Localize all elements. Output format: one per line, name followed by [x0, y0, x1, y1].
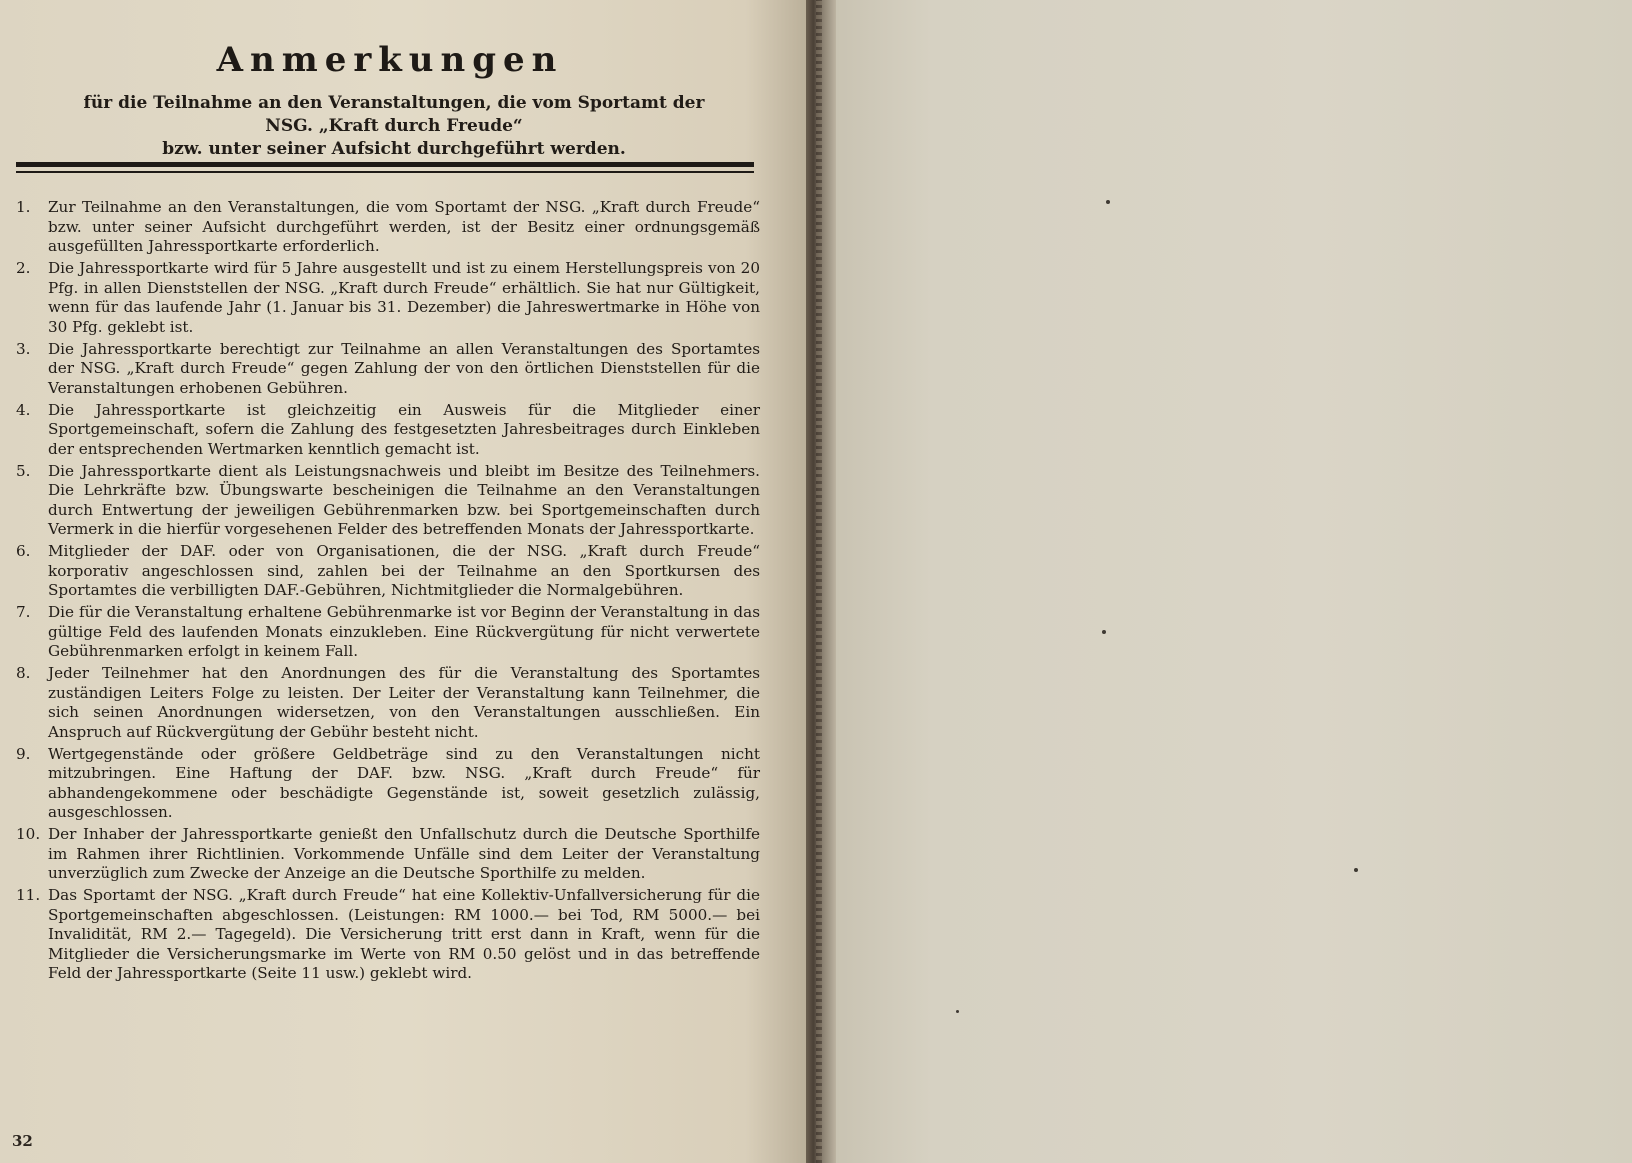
- note-item-8: [16, 664, 760, 742]
- note-item-5: [16, 462, 760, 540]
- note-text: Wertgegenstände oder größere Geldbeträge sind zu den Veranstaltungen nicht mitzubringen. Eine Haftung der DAF. bzw. NSG. „Kraft durch Freude“ für abhandengekommene oder beschädigte Gegenstände ist, soweit gesetzlich zulässig, ausgeschlossen.: [48, 744, 760, 821]
- note-text: Die Jahressportkarte berechtigt zur Teilnahme an allen Veranstaltungen des Sportamtes der NSG. „Kraft durch Freude“ gegen Zahlung der von den örtlichen Dienststellen für die Veranstaltungen erhobenen Gebühren.: [48, 339, 760, 397]
- page-title: Anmerkungen: [216, 40, 564, 80]
- note-item-6: [16, 542, 760, 601]
- note-text: Die Jahressportkarte wird für 5 Jahre ausgestellt und ist zu einem Herstellungspreis von 20 Pfg. in allen Dienststellen der NSG. „Kraft durch Freude“ erhältlich. Sie hat nur Gültigkeit, wenn für das laufende Jahr (1. Januar bis 31. Dezember) die Jahreswertmarke in Höhe von 30 Pfg. geklebt ist.: [48, 259, 760, 336]
- left-page: [0, 0, 810, 1163]
- note-text: Jeder Teilnehmer hat den Anordnungen des für die Veranstaltung des Sportamtes zuständigen Leiters Folge zu leisten. Der Leiter der Veranstaltung kann Teilnehmer, die sich seinen Anordnungen widersetzen, von den Veranstaltungen ausschließen. Ein Anspruch auf Rückvergütung der Gebühr besteht nicht.: [48, 664, 760, 741]
- note-number: 11.: [16, 886, 41, 904]
- note-item-4: [16, 401, 760, 460]
- note-number: 5.: [16, 461, 31, 480]
- note-number: 9.: [16, 744, 31, 763]
- paper-speck: [1106, 200, 1110, 204]
- note-number: 6.: [16, 542, 31, 560]
- note-item-3: [16, 340, 760, 399]
- note-text: Das Sportamt der NSG. „Kraft durch Freude“ hat eine Kollektiv-Unfallversicherung für die Sportgemeinschaften abgeschlossen. (Leistungen: RM 1000.— bei Tod, RM 5000.— bei Invalidität, RM 2.— Tagegeld). Die Versicherung tritt erst dann in Kraft, wenn für die Mitglieder die Versicherungsmarke im Werte von RM 0.50 gelöst und in das betreffende Feld der Jahressportkarte (Seite 11 usw.) geklebt wird.: [48, 886, 760, 982]
- heading-rule: [16, 162, 754, 173]
- subtitle-line-3: bzw. unter seiner Aufsicht durchgeführt werden.: [162, 139, 626, 159]
- note-number: 10.: [16, 825, 41, 843]
- subtitle-line-2: NSG. „Kraft durch Freude“: [265, 116, 523, 136]
- page-number: 32: [12, 1132, 33, 1150]
- note-number: 4.: [16, 400, 31, 419]
- subtitle-line-1: für die Teilnahme an den Veranstaltungen, die vom Sportamt der: [83, 93, 705, 113]
- note-item-9: [16, 745, 760, 823]
- note-number: 2.: [16, 259, 31, 277]
- note-text: Zur Teilnahme an den Veranstaltungen, die vom Sportamt der NSG. „Kraft durch Freude“ bzw. unter seiner Aufsicht durchgeführt werden, ist der Besitz einer ordnungsgemäß ausgefüllten Jahressportkarte erforderlich.: [48, 198, 760, 255]
- note-number: 3.: [16, 339, 31, 358]
- right-page-blank: [836, 0, 1632, 1163]
- note-text: Die Jahressportkarte dient als Leistungsnachweis und bleibt im Besitze des Teilnehmers. Die Lehrkräfte bzw. Übungswarte bescheinigen die Teilnahme an den Veranstaltungen durch Entwertung der jeweiligen Gebührenmarken bzw. bei Sportgemeinschaften durch Vermerk in die hierfür vorgesehenen Felder des betreffenden Monats der Jahressportkarte.: [48, 461, 760, 538]
- note-number: 7.: [16, 603, 31, 621]
- note-text: Die für die Veranstaltung erhaltene Gebührenmarke ist vor Beginn der Veranstaltung in das gültige Feld des laufenden Monats einzukleben. Eine Rückvergütung für nicht verwertete Gebührenmarken erfolgt in keinem Fall.: [48, 603, 760, 660]
- book-gutter: [806, 0, 836, 1163]
- paper-speck: [1354, 868, 1358, 872]
- note-item-11: [16, 886, 760, 984]
- notes-list: [16, 198, 760, 986]
- note-number: 1.: [16, 198, 31, 216]
- paper-speck: [956, 1010, 959, 1013]
- note-text: Der Inhaber der Jahressportkarte genießt den Unfallschutz durch die Deutsche Sporthilfe im Rahmen ihrer Richtlinien. Vorkommende Unfälle sind dem Leiter der Veranstaltung unverzüglich zum Zwecke der Anzeige an die Deutsche Sporthilfe zu melden.: [48, 825, 760, 882]
- note-text: Die Jahressportkarte ist gleichzeitig ein Ausweis für die Mitglieder einer Sportgemeinschaft, sofern die Zahlung des festgesetzten Jahresbeitrages durch Einkleben der entsprechenden Wertmarken kenntlich gemacht ist.: [48, 400, 760, 458]
- paper-speck: [1102, 630, 1106, 634]
- note-text: Mitglieder der DAF. oder von Organisationen, die der NSG. „Kraft durch Freude“ korporativ angeschlossen sind, zahlen bei der Teilnahme an den Sportkursen des Sportamtes die verbilligten DAF.-Gebühren, Nichtmitglieder die Normalgebühren.: [48, 542, 760, 599]
- note-item-7: [16, 603, 760, 662]
- note-item-1: [16, 198, 760, 257]
- note-item-2: [16, 259, 760, 337]
- note-item-10: [16, 825, 760, 884]
- page-subtitle: [14, 92, 774, 161]
- note-number: 8.: [16, 664, 31, 682]
